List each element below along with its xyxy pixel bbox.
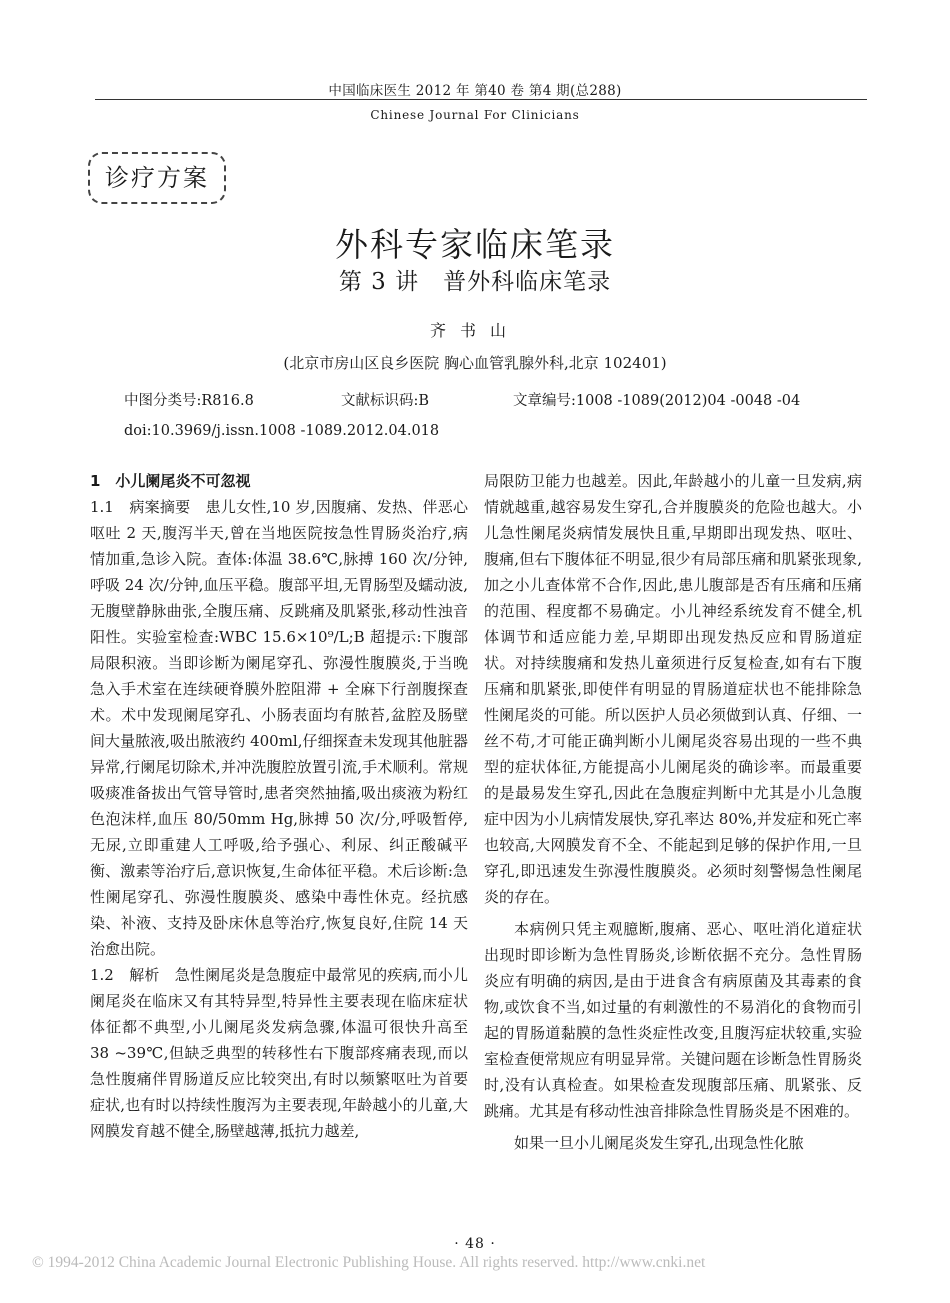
paragraph-perforation: 如果一旦小儿阑尾炎发生穿孔,出现急性化脓 bbox=[514, 1134, 804, 1152]
article-number: 文章编号:1008 -1089(2012)04 -0048 -04 bbox=[513, 393, 801, 409]
doi: doi:10.3969/j.issn.1008 -1089.2012.04.018 bbox=[124, 423, 440, 439]
journal-header-cn: 中国临床医生 2012 年 第40 卷 第4 期(总288) bbox=[328, 83, 622, 99]
document-code: 文献标识码:B bbox=[341, 393, 430, 409]
author: 齐书山 bbox=[429, 321, 520, 340]
article-subtitle: 第 3 讲 普外科临床笔录 bbox=[338, 269, 612, 295]
article-title: 外科专家临床笔录 bbox=[335, 225, 615, 264]
header-rule bbox=[95, 99, 867, 100]
section-heading: 1 小儿阑尾炎不可忽视 bbox=[90, 472, 251, 490]
left-column bbox=[90, 468, 468, 1144]
page-number: · 48 · bbox=[454, 1236, 496, 1252]
paragraph-continued: 局限防卫能力也越差。因此,年龄越小的儿童一旦发病,病情就越重,越容易发生穿孔,合并腹膜炎的危险也越大。小儿急性阑尾炎病情发展快且重,早期即出现发热、呕吐、腹痛,但右下腹体征不明显,很少有局部压痛和肌紧张现象,加之小儿查体常不合作,因此,患儿腹部是否有压痛和压痛的范围、程度都不易确定。小儿神经系统发育不健全,机体调节和适应能力差,早期即出现发热反应和胃肠道症状。对持续腹痛和发热儿童须进行反复检查,如有右下腹压痛和肌紧张,即使伴有明显的胃肠道症状也不能排除急性阑尾炎的可能。所以医护人员必须做到认真、仔细、一丝不苟,才可能正确判断小儿阑尾炎容易出现的一些不典型的症状体征,方能提高小儿阑尾炎的确诊率。而最重要的是最易发生穿孔,因此在急腹症判断中尤其是小儿急腹症中因为小儿病情发展快,穿孔率达 80%,并发症和死亡率也较高,大网膜发育不全、不能起到足够的保护作用,一旦穿孔,即迅速发生弥漫性腹膜炎。必须时刻警惕急性阑尾炎的存在。 bbox=[484, 472, 862, 906]
affiliation: (北京市房山区良乡医院 胸心血管乳腺外科,北京 102401) bbox=[283, 354, 667, 372]
section-label: 诊疗方案 bbox=[88, 152, 226, 204]
copyright-footer: © 1994-2012 China Academic Journal Electronic Publishing House. All rights reserved. http://www.cnki.net bbox=[32, 1254, 706, 1271]
right-column bbox=[484, 468, 862, 1156]
clc-number: 中图分类号:R816.8 bbox=[124, 393, 254, 409]
paragraph-case-summary: 1.1 病案摘要 患儿女性,10 岁,因腹痛、发热、伴恶心呕吐 2 天,腹泻半天,曾在当地医院按急性胃肠炎治疗,病情加重,急诊入院。查体:体温 38.6℃,脉搏 160 次/分钟,呼吸 24 次/分钟,血压平稳。腹部平坦,无胃肠型及蠕动波,无腹壁静脉曲张,全腹压痛、反跳痛及肌紧张,移动性浊音阳性。实验室检查:WBC 15.6×10⁹/L;B 超提示:下腹部局限积液。当即诊断为阑尾穿孔、弥漫性腹膜炎,于当晚急入手术室在连续硬脊膜外腔阻滞 + 全麻下行剖腹探查术。术中发现阑尾穿孔、小肠表面均有脓苔,盆腔及肠壁间大量脓液,吸出脓液约 400ml,仔细探查未发现其他脏器异常,行阑尾切除术,并冲洗腹腔放置引流,手术顺利。常规吸痰准备拔出气管导管时,患者突然抽搐,吸出痰液为粉红色泡沫样,血压 80/50mm Hg,脉搏 50 次/分,呼吸暂停,无尿,立即重建人工呼吸,给予强心、利尿、纠正酸碱平衡、激素等治疗后,意识恢复,生命体征平稳。术后诊断:急性阑尾穿孔、弥漫性腹膜炎、感染中毒性休克。经抗感染、补液、支持及卧床休息等治疗,恢复良好,住院 14 天治愈出院。 bbox=[90, 498, 468, 958]
paragraph-discussion: 本病例只凭主观臆断,腹痛、恶心、呕吐消化道症状出现时即诊断为急性胃肠炎,诊断依据不充分。急性胃肠炎应有明确的病因,是由于进食含有病原菌及其毒素的食物,或饮食不当,如过量的有刺激性的不易消化的食物而引起的胃肠道黏膜的急性炎症性改变,且腹泻症状较重,实验室检查便常规应有明显异常。关键问题在诊断急性胃肠炎时,没有认真检查。如果检查发现腹部压痛、肌紧张、反跳痛。尤其是有移动性浊音排除急性胃肠炎是不困难的。 bbox=[484, 920, 862, 1120]
paragraph-analysis: 1.2 解析 急性阑尾炎是急腹症中最常见的疾病,而小儿阑尾炎在临床又有其特异型,特异性主要表现在临床症状体征都不典型,小儿阑尾炎发病急骤,体温可很快升高至 38 ~39℃,但缺乏典型的转移性右下腹部疼痛表现,而以急性腹痛伴胃肠道反应比较突出,有时以频繁呕吐为首要症状,也有时以持续性腹泻为主要表现,年龄越小的儿童,大网膜发育越不健全,肠壁越薄,抵抗力越差, bbox=[90, 966, 468, 1140]
journal-header-en: Chinese Journal For Clinicians bbox=[370, 108, 580, 122]
